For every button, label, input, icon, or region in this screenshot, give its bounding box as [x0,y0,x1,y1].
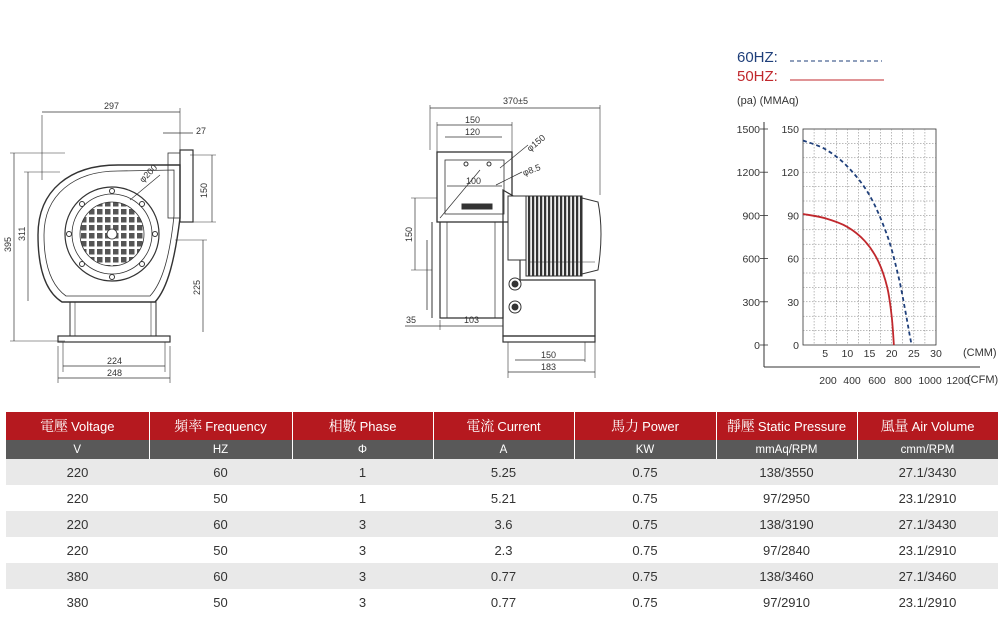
dim-150-top: 150 [465,115,481,125]
table-row [6,511,998,537]
table-cell: 27.1/3430 [857,511,998,537]
unit-cell: HZ [149,440,292,459]
dim-150-base: 150 [541,350,557,360]
header-en: Phase [359,419,397,434]
x-tick-cmm: 15 [863,348,876,360]
table-row [6,459,998,485]
header-zh: 馬力 [611,418,640,434]
table-cell: 220 [6,485,149,511]
table-cell: 220 [6,537,149,563]
table-cell: 5.21 [433,485,574,511]
header-zh: 相數 [328,418,357,434]
table-cell: 2.3 [433,537,574,563]
table-cell: 97/2950 [716,485,857,511]
dim-diameter-200: φ200 [137,162,160,185]
header-zh: 電壓 [40,418,69,434]
header-power [574,412,716,440]
header-frequency [149,412,292,440]
y-tick-pa: 1200 [736,167,760,180]
unit-cell: mmAq/RPM [716,440,857,459]
table-cell: 3.6 [433,511,574,537]
dim-183: 183 [541,362,557,372]
x-tick-cfm: 200 [819,375,837,387]
y-tick-mmaq: 150 [781,124,799,136]
table-cell: 380 [6,563,149,589]
table-cell: 3 [292,589,433,615]
table-cell: 23.1/2910 [857,537,998,563]
table-cell: 50 [149,589,292,615]
table-cell: 0.75 [574,563,716,589]
table-cell: 220 [6,511,149,537]
header-zh: 風量 [880,418,909,434]
table-cell: 0.75 [574,537,716,563]
x-tick-cfm: 800 [894,375,912,387]
header-phase [292,412,433,440]
x-tick-cfm: 400 [843,375,861,387]
table-cell: 138/3550 [716,459,857,485]
table-cell: 0.75 [574,485,716,511]
table-row [6,485,998,511]
table-cell: 0.75 [574,511,716,537]
table-cell: 23.1/2910 [857,589,998,615]
curve-50hz [803,214,894,345]
table-cell: 97/2910 [716,589,857,615]
dim-150-left: 150 [404,226,414,242]
dim-100: 100 [466,176,482,186]
table-cell: 23.1/2910 [857,485,998,511]
table-cell: 27.1/3430 [857,459,998,485]
table-cell: 60 [149,459,292,485]
table-cell: 27.1/3460 [857,563,998,589]
dim-diameter-8-5: φ8.5 [521,162,542,178]
table-cell: 220 [6,459,149,485]
table-cell: 97/2840 [716,537,857,563]
table-cell: 0.77 [433,563,574,589]
y-tick-pa: 300 [742,296,760,309]
dim-150-outlet: 150 [199,182,209,198]
dim-297: 297 [104,101,120,111]
y-tick-mmaq: 0 [793,340,799,352]
x-tick-cfm: 600 [868,375,886,387]
table-cell: 0.75 [574,459,716,485]
unit-cell: V [6,440,149,459]
header-static-pressure [716,412,857,440]
x-tick-cmm: 5 [822,348,829,360]
pressure-units: (pa) (MMAq) [737,95,799,107]
table-cell: 3 [292,563,433,589]
header-en: Power [642,419,679,434]
legend-50hz-label: 50HZ: [737,68,778,85]
y-tick-pa: 600 [742,253,760,266]
x-unit-cfm: (CFM) [967,374,999,386]
y-tick-pa: 900 [742,210,760,223]
chart-axes [764,122,980,367]
unit-cell: A [433,440,574,459]
header-zh: 靜壓 [726,418,755,434]
table-cell: 138/3190 [716,511,857,537]
unit-cell: cmm/RPM [857,440,998,459]
header-current [433,412,574,440]
y-tick-mmaq: 120 [781,167,799,180]
side-view-drawing [405,105,601,378]
y-tick-mmaq: 30 [787,296,799,309]
x-tick-cfm: 1000 [918,375,942,387]
unit-cell: KW [574,440,716,459]
table-row [6,563,998,589]
legend-60hz-label: 60HZ: [737,49,778,66]
table-cell: 3 [292,511,433,537]
dim-224: 224 [107,356,123,366]
dim-225: 225 [192,279,202,295]
table-cell: 380 [6,589,149,615]
dim-103: 103 [464,315,480,325]
table-cell: 60 [149,511,292,537]
x-tick-cmm: 20 [885,348,898,360]
header-en: Voltage [71,419,115,434]
header-en: Static Pressure [757,419,847,434]
y-tick-mmaq: 90 [787,210,799,223]
table-cell: 0.75 [574,589,716,615]
header-air-volume [857,412,998,440]
table-cell: 138/3460 [716,563,857,589]
units-row [6,440,998,459]
header-zh: 電流 [466,418,495,434]
y-tick-pa: 0 [754,340,760,352]
table-cell: 50 [149,537,292,563]
dim-370: 370±5 [503,96,528,106]
header-en: Air Volume [911,419,975,434]
dim-395: 395 [3,236,13,252]
table-row [6,589,998,615]
table-cell: 0.77 [433,589,574,615]
x-unit-cmm: (CMM) [963,347,997,359]
chart-grid [803,129,936,345]
x-tick-cmm: 30 [930,348,942,360]
dim-248: 248 [107,368,123,378]
table-cell: 1 [292,485,433,511]
dim-120: 120 [465,127,481,137]
front-view-drawing [10,108,216,383]
chart-ticks [737,124,970,387]
x-tick-cmm: 10 [841,348,854,360]
x-tick-cfm: 1200 [946,375,970,387]
y-tick-pa: 1500 [736,124,760,136]
x-tick-cmm: 25 [907,348,920,360]
unit-cell: Φ [292,440,433,459]
dim-27: 27 [196,126,207,136]
header-en: Current [497,419,541,434]
dim-35: 35 [406,315,417,325]
header-zh: 頻率 [174,418,203,434]
table-cell: 50 [149,485,292,511]
dim-311: 311 [17,226,27,241]
curve-60hz [803,141,912,345]
spec-table [6,412,999,615]
header-en: Frequency [205,419,267,434]
table-row [6,537,998,563]
table-cell: 3 [292,537,433,563]
y-tick-mmaq: 60 [787,253,799,266]
chart-curves [803,141,912,345]
table-cell: 60 [149,563,292,589]
table-cell: 1 [292,459,433,485]
table-cell: 5.25 [433,459,574,485]
table-header-row [6,412,998,440]
header-voltage [6,412,149,440]
dim-diameter-150: φ150 [524,132,548,154]
